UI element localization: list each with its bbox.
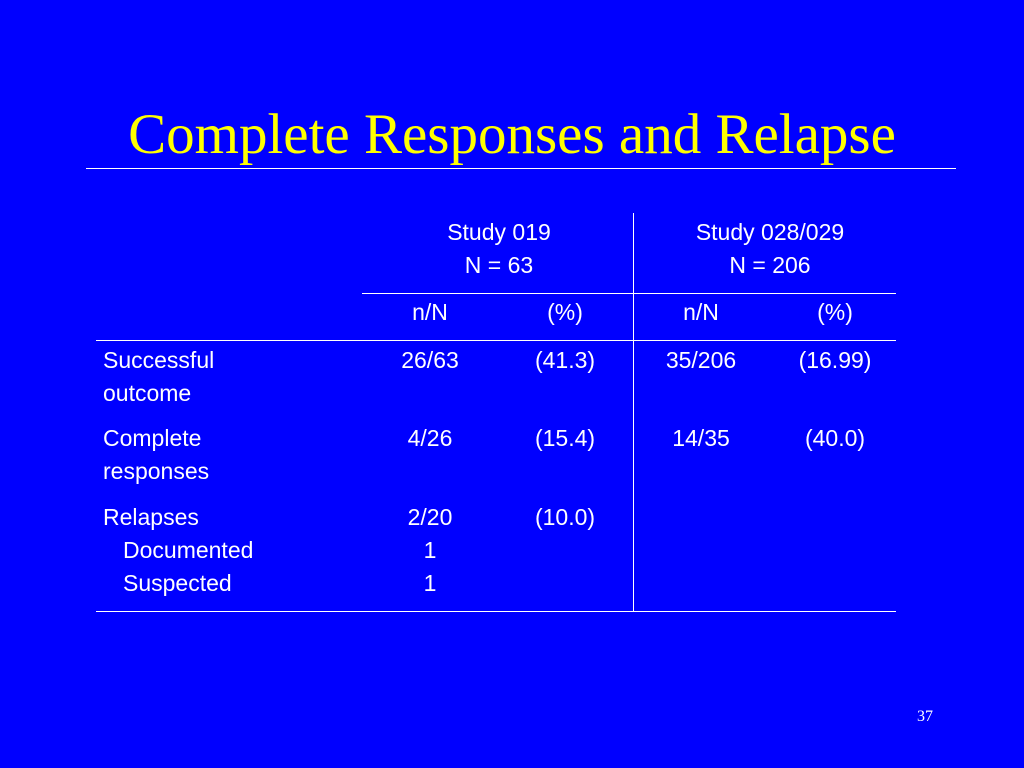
row-label: Successful bbox=[103, 347, 215, 373]
study-a-pct: (41.3) bbox=[534, 347, 596, 373]
study-a-pct: (10.0) bbox=[534, 504, 596, 530]
row-label-cont: responses bbox=[103, 458, 210, 484]
study-a-count: 4/26 bbox=[407, 425, 453, 451]
study-a-pct: (15.4) bbox=[534, 425, 596, 451]
table-bottom-rule bbox=[96, 611, 896, 612]
sub-row-label: Documented bbox=[123, 537, 254, 563]
slide-title: Complete Responses and Relapse bbox=[128, 103, 896, 166]
study-b-n: N = 206 bbox=[729, 252, 811, 278]
row-label: Relapses bbox=[103, 504, 199, 530]
sub-row-count: 1 bbox=[423, 570, 437, 596]
study-a-count-header: n/N bbox=[412, 299, 448, 325]
row-label: Complete bbox=[103, 425, 202, 451]
study-a-name: Study 019 bbox=[447, 219, 551, 245]
sub-row-label: Suspected bbox=[123, 570, 232, 596]
study-b-name: Study 028/029 bbox=[695, 219, 845, 245]
study-b-count: 35/206 bbox=[665, 347, 737, 373]
study-a-n: N = 63 bbox=[464, 252, 534, 278]
sub-row-count: 1 bbox=[423, 537, 437, 563]
title-divider bbox=[86, 168, 956, 169]
study-a-pct-header: (%) bbox=[547, 299, 583, 325]
study-b-pct-header: (%) bbox=[817, 299, 853, 325]
study-b-count-header: n/N bbox=[683, 299, 719, 325]
header-divider bbox=[362, 293, 896, 294]
study-a-count: 26/63 bbox=[401, 347, 459, 373]
study-a-count: 2/20 bbox=[407, 504, 453, 530]
study-b-pct: (16.99) bbox=[798, 347, 872, 373]
study-b-pct: (40.0) bbox=[804, 425, 866, 451]
column-header-divider bbox=[96, 340, 896, 341]
row-label-cont: outcome bbox=[103, 380, 192, 406]
page-number: 37 bbox=[917, 708, 933, 725]
table-vertical-divider bbox=[633, 213, 634, 611]
study-b-count: 14/35 bbox=[672, 425, 730, 451]
